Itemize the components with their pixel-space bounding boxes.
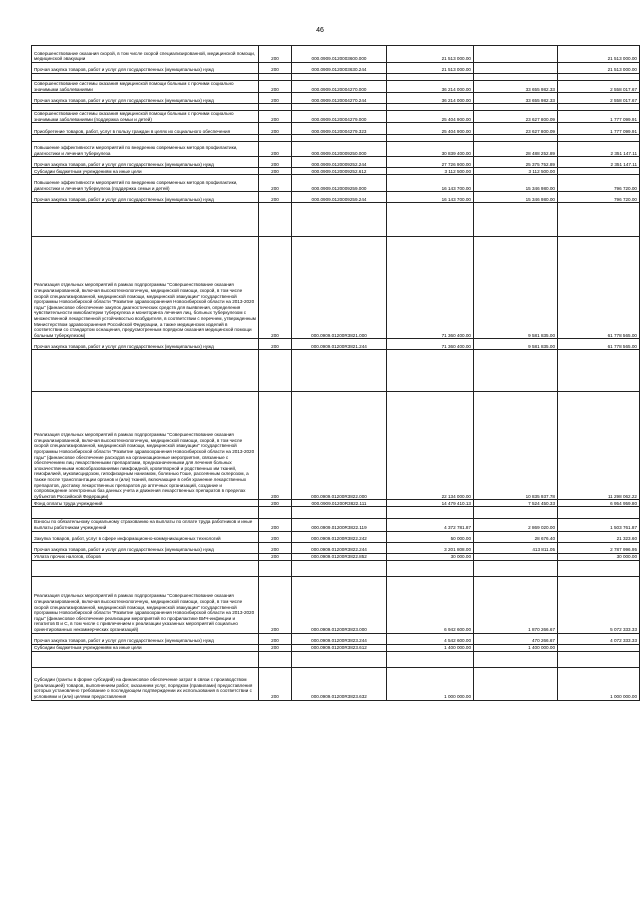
row-unexecuted: 2 787 996.95 <box>558 542 640 553</box>
row-unexecuted: 30 000.00 <box>558 553 640 560</box>
row-code: 200 <box>259 93 292 104</box>
table-row <box>32 339 640 350</box>
row-approved: 50 000.00 <box>387 531 474 542</box>
row-kbk <box>292 350 387 392</box>
row-name: Прочая закупка товаров, работ и услуг для государственных (муниципальных) нужд <box>32 63 259 74</box>
row-name: Прочая закупка товаров, работ и услуг для государственных (муниципальных) нужд <box>32 157 259 168</box>
row-kbk: 000.0909.01200R3822.852 <box>292 553 387 560</box>
table-row <box>32 576 640 633</box>
row-code <box>259 203 292 237</box>
table-row <box>32 553 640 560</box>
row-kbk: 000.0909.01200R3823.000 <box>292 576 387 633</box>
row-approved <box>387 74 474 81</box>
row-approved: 22 134 000.00 <box>387 392 474 500</box>
row-kbk: 000.0909.0120003600.000 <box>292 46 387 63</box>
row-name <box>32 350 259 392</box>
row-name: Прочая закупка товаров, работ и услуг для государственных (муниципальных) нужд <box>32 633 259 644</box>
row-code: 200 <box>259 81 292 93</box>
row-name: Уплата прочих налогов, сборов <box>32 553 259 560</box>
row-code: 200 <box>259 63 292 74</box>
row-code <box>259 104 292 111</box>
row-executed: 33 655 982.33 <box>474 93 558 104</box>
row-unexecuted <box>558 350 640 392</box>
row-executed <box>474 135 558 142</box>
row-name: Приобретение товаров, работ, услуг в пользу граждан в целях их социального обеспечения <box>32 123 259 135</box>
table-row <box>32 123 640 135</box>
row-approved: 16 143 700.00 <box>387 175 474 192</box>
row-executed: 25 375 752.89 <box>474 157 558 168</box>
row-kbk <box>292 560 387 576</box>
row-unexecuted: 1 000 000.00 <box>558 667 640 700</box>
row-code: 200 <box>259 644 292 651</box>
row-unexecuted <box>558 74 640 81</box>
row-unexecuted: 2 351 147.11 <box>558 157 640 168</box>
row-unexecuted <box>558 560 640 576</box>
row-kbk: 000.0909.0120009252.244 <box>292 157 387 168</box>
row-name: Повышение эффективности мероприятий по внедрению современных методов профилактики, диагностики и лечения туберкулеза <box>32 142 259 157</box>
row-code: 200 <box>259 633 292 644</box>
row-code: 200 <box>259 192 292 203</box>
row-code: 200 <box>259 111 292 123</box>
row-approved: 16 143 700.00 <box>387 192 474 203</box>
row-kbk <box>292 104 387 111</box>
table-row <box>32 507 640 519</box>
row-name: Совершенствование системы оказания медицинской помощи больным с прочими социально значимыми заболеваниями (поддержка семьи и детей) <box>32 111 259 123</box>
table-row <box>32 644 640 651</box>
row-kbk: 000.0909.0120003630.244 <box>292 63 387 74</box>
row-code <box>259 74 292 81</box>
row-unexecuted: 61 778 565.00 <box>558 339 640 350</box>
row-code: 200 <box>259 237 292 339</box>
row-kbk: 000.0909.01200R3823.632 <box>292 667 387 700</box>
row-name <box>32 651 259 667</box>
row-approved <box>387 203 474 237</box>
row-executed: 15 346 980.00 <box>474 192 558 203</box>
row-kbk: 000.0909.01200R3822.000 <box>292 392 387 500</box>
row-kbk: 000.0909.01200R3821.000 <box>292 237 387 339</box>
row-code: 200 <box>259 531 292 542</box>
row-approved: 25 404 900.00 <box>387 123 474 135</box>
row-unexecuted: 21 323.60 <box>558 531 640 542</box>
row-approved: 27 726 900.00 <box>387 157 474 168</box>
row-code: 200 <box>259 542 292 553</box>
row-unexecuted <box>558 644 640 651</box>
row-unexecuted: 1 503 761.87 <box>558 519 640 531</box>
row-code <box>259 135 292 142</box>
row-code: 200 <box>259 175 292 192</box>
row-executed <box>474 350 558 392</box>
table-row <box>32 500 640 507</box>
row-name: Субсидии бюджетным учреждениям на иные цели <box>32 644 259 651</box>
table-row <box>32 392 640 500</box>
row-kbk: 000.0909.0120004270.000 <box>292 81 387 93</box>
row-unexecuted <box>558 104 640 111</box>
row-executed: 33 655 982.33 <box>474 81 558 93</box>
row-unexecuted: 1 777 099.91 <box>558 123 640 135</box>
table-row <box>32 74 640 81</box>
row-approved: 71 360 400.00 <box>387 237 474 339</box>
table-row <box>32 168 640 175</box>
row-kbk <box>292 74 387 81</box>
table-row <box>32 651 640 667</box>
row-name <box>32 74 259 81</box>
row-code: 200 <box>259 500 292 507</box>
row-executed: 3 112 500.00 <box>474 168 558 175</box>
table-row <box>32 542 640 553</box>
row-code <box>259 560 292 576</box>
table-row <box>32 350 640 392</box>
row-name: Совершенствование оказания скорой, в том числе скорой специализированной, медицинской помощи, медицинской эвакуации <box>32 46 259 63</box>
row-kbk: 000.0909.01200R3822.119 <box>292 519 387 531</box>
row-approved: 36 214 000.00 <box>387 93 474 104</box>
row-code: 200 <box>259 168 292 175</box>
row-name: Субсидии (гранты в форме субсидий) на финансовое обеспечение затрат в связи с производством (реализацией) товаров, выполнением работ, оказанием услуг, порядком (правилами) предоставления которых установлено требование о последующем подтверждении их использования в соответствии с условиями и (или) целями предоставления <box>32 667 259 700</box>
row-name: Совершенствование системы оказания медицинской помощи больным с прочими социально значимыми заболеваниями <box>32 81 259 93</box>
row-unexecuted: 2 558 017.67 <box>558 93 640 104</box>
row-kbk <box>292 203 387 237</box>
row-code: 200 <box>259 392 292 500</box>
row-kbk: 000.0909.0120009250.000 <box>292 142 387 157</box>
row-executed <box>474 560 558 576</box>
row-approved: 14 479 410.13 <box>387 500 474 507</box>
table-row <box>32 560 640 576</box>
row-executed: 23 627 800.09 <box>474 111 558 123</box>
row-unexecuted <box>558 168 640 175</box>
row-unexecuted: 6 954 959.80 <box>558 500 640 507</box>
row-code: 200 <box>259 46 292 63</box>
row-executed <box>474 507 558 519</box>
row-code: 200 <box>259 123 292 135</box>
row-code: 200 <box>259 339 292 350</box>
row-kbk: 000.0909.0120004279.000 <box>292 111 387 123</box>
row-kbk: 000.0909.0120009252.612 <box>292 168 387 175</box>
row-unexecuted: 796 720.00 <box>558 192 640 203</box>
table-row <box>32 142 640 157</box>
row-approved: 71 360 400.00 <box>387 339 474 350</box>
row-approved: 25 404 900.00 <box>387 111 474 123</box>
row-kbk: 000.0909.01200R3822.242 <box>292 531 387 542</box>
row-approved <box>387 135 474 142</box>
row-name: Прочая закупка товаров, работ и услуг для государственных (муниципальных) нужд <box>32 542 259 553</box>
row-approved <box>387 104 474 111</box>
row-approved <box>387 560 474 576</box>
row-unexecuted: 21 513 000.00 <box>558 46 640 63</box>
row-executed: 9 581 835.00 <box>474 339 558 350</box>
table-row <box>32 175 640 192</box>
table-row <box>32 203 640 237</box>
budget-table <box>31 45 640 701</box>
row-unexecuted <box>558 651 640 667</box>
row-name <box>32 203 259 237</box>
row-executed: 10 835 937.78 <box>474 392 558 500</box>
row-kbk: 000.0909.01200R3822.111 <box>292 500 387 507</box>
row-executed: 28 676.40 <box>474 531 558 542</box>
row-executed: 23 627 800.09 <box>474 123 558 135</box>
table-row <box>32 667 640 700</box>
row-executed: 28 488 252.89 <box>474 142 558 157</box>
row-kbk <box>292 507 387 519</box>
row-executed <box>474 651 558 667</box>
row-kbk: 000.0909.0120004279.323 <box>292 123 387 135</box>
row-executed: 470 266.67 <box>474 633 558 644</box>
row-executed: 7 524 450.33 <box>474 500 558 507</box>
row-kbk: 000.0909.01200R3822.244 <box>292 542 387 553</box>
table-row <box>32 93 640 104</box>
row-executed <box>474 46 558 63</box>
row-executed <box>474 74 558 81</box>
row-unexecuted: 4 072 333.33 <box>558 633 640 644</box>
row-unexecuted <box>558 135 640 142</box>
row-unexecuted: 11 298 062.22 <box>558 392 640 500</box>
row-approved <box>387 350 474 392</box>
row-name: Прочая закупка товаров, работ и услуг для государственных (муниципальных) нужд <box>32 339 259 350</box>
row-kbk: 000.0909.0120009259.000 <box>292 175 387 192</box>
row-code: 200 <box>259 667 292 700</box>
row-approved: 3 201 808.00 <box>387 542 474 553</box>
row-name: Реализация отдельных мероприятий в рамках подпрограммы "Совершенствование оказания специализированной, включая высокотехнологичную, медицинской помощи, скорой, в том числе скорой специализированной, медицинской помощи, медицинской эвакуации" государственной программы Новосибирской области "Развитие здравоохранения Новосибирской области на 2013-2020 годы" (финансовое обеспечение закупок диагностических средств для выявления, определения чувствительности микобактерии туберкулеза и мониторинга лечения лиц, больных туберкулезом с множественной лекарственной устойчивостью возбудителя, в соответствии с перечнем, утвержденным Министерством здравоохранения Российской Федерации, а также медицинских изделий в соответствии со стандартом оснащения, предусмотренным порядком оказания медицинской помощи больным туберкулезом) <box>32 237 259 339</box>
row-name <box>32 507 259 519</box>
row-executed: 413 811.05 <box>474 542 558 553</box>
row-name: Прочая закупка товаров, работ и услуг для государственных (муниципальных) нужд <box>32 93 259 104</box>
row-kbk: 000.0909.01200R3821.244 <box>292 339 387 350</box>
table-row <box>32 46 640 63</box>
row-kbk: 000.0909.0120009259.244 <box>292 192 387 203</box>
row-unexecuted: 796 720.00 <box>558 175 640 192</box>
row-approved: 1 000 000.00 <box>387 667 474 700</box>
table-row <box>32 633 640 644</box>
row-name: Фонд оплаты труда учреждений <box>32 500 259 507</box>
row-code <box>259 651 292 667</box>
row-kbk: 000.0909.01200R3823.244 <box>292 633 387 644</box>
row-name: Закупка товаров, работ, услуг в сфере информационно-коммуникационных технологий <box>32 531 259 542</box>
table-row <box>32 157 640 168</box>
row-unexecuted: 21 513 000.00 <box>558 63 640 74</box>
row-executed <box>474 553 558 560</box>
row-approved: 4 372 781.87 <box>387 519 474 531</box>
row-code: 200 <box>259 142 292 157</box>
row-executed: 9 581 835.00 <box>474 237 558 339</box>
row-approved: 3 112 500.00 <box>387 168 474 175</box>
row-approved: 1 400 000.00 <box>387 644 474 651</box>
row-unexecuted <box>558 203 640 237</box>
row-kbk: 000.0909.01200R3823.612 <box>292 644 387 651</box>
table-row <box>32 192 640 203</box>
table-row <box>32 111 640 123</box>
row-executed <box>474 667 558 700</box>
table-row <box>32 104 640 111</box>
row-approved <box>387 651 474 667</box>
row-code: 200 <box>259 553 292 560</box>
row-approved: 4 542 600.00 <box>387 633 474 644</box>
row-name: Взносы по обязательному социальному страхованию на выплаты по оплате труда работников и иные выплаты работникам учреждений <box>32 519 259 531</box>
page-number: 46 <box>316 27 324 34</box>
row-approved: 30 839 400.00 <box>387 142 474 157</box>
row-name <box>32 560 259 576</box>
row-approved: 21 513 000.00 <box>387 46 474 63</box>
row-unexecuted: 5 072 333.33 <box>558 576 640 633</box>
row-unexecuted: 1 777 099.91 <box>558 111 640 123</box>
row-code <box>259 350 292 392</box>
row-approved: 36 214 000.00 <box>387 81 474 93</box>
row-name: Повышение эффективности мероприятий по внедрению современных методов профилактики, диагностики и лечения туберкулеза (поддержка семьи и детей) <box>32 175 259 192</box>
row-executed <box>474 63 558 74</box>
table-row <box>32 519 640 531</box>
row-approved: 6 942 600.00 <box>387 576 474 633</box>
row-name: Реализация отдельных мероприятий в рамках подпрограммы "Совершенствование оказания специализированной, включая высокотехнологичную, медицинской помощи, скорой, в том числе скорой специализированной, медицинской помощи, медицинской эвакуации" государственной программы Новосибирской области "Развитие здравоохранения Новосибирской области на 2013-2020 годы" (финансовое обеспечение расходов на организационные мероприятия, связанные с обеспечением лиц лекарственными препаратами, предназначенными для лечения больных злокачественными новообразованиями лимфоидной, кроветворной и родственных им тканей, гемофилией, муковисцидозом, гипофизарным нанизмом, болезнью Гоше, рассеянным склерозом, а также после трансплантации органов и (или) тканей, включающие в себя хранение лекарственных препаратов, доставку лекарственных препаратов до аптечных организаций, создание и сопровождение электронных баз данных учета и движения лекарственных препаратов в пределах субъектов Российской Федерации) <box>32 392 259 500</box>
row-code: 200 <box>259 157 292 168</box>
row-code <box>259 507 292 519</box>
row-unexecuted: 2 558 017.67 <box>558 81 640 93</box>
row-executed <box>474 104 558 111</box>
row-name <box>32 104 259 111</box>
row-unexecuted: 2 351 147.11 <box>558 142 640 157</box>
row-kbk: 000.0909.0120004270.244 <box>292 93 387 104</box>
row-name <box>32 135 259 142</box>
row-name: Реализация отдельных мероприятий в рамках подпрограммы "Совершенствование оказания специализированной, включая высокотехнологичную, медицинской помощи, скорой, в том числе скорой специализированной, медицинской помощи, медицинской эвакуации" государственной программы Новосибирской области "Развитие здравоохранения Новосибирской области на 2013-2020 годы" (финансовое обеспечение реализации мероприятий по профилактике ВИЧ-инфекции и гепатитов В и С, в том числе с привлечением к реализации указанных мероприятий социально ориентированных некоммерческих организаций) <box>32 576 259 633</box>
row-executed: 1 400 000.00 <box>474 644 558 651</box>
table-row <box>32 531 640 542</box>
table-row <box>32 237 640 339</box>
row-executed: 1 870 266.67 <box>474 576 558 633</box>
row-executed: 2 869 020.00 <box>474 519 558 531</box>
table-row <box>32 63 640 74</box>
row-approved <box>387 507 474 519</box>
row-approved: 30 000.00 <box>387 553 474 560</box>
row-name: Субсидии бюджетным учреждениям на иные цели <box>32 168 259 175</box>
row-unexecuted <box>558 507 640 519</box>
row-kbk <box>292 135 387 142</box>
table-row <box>32 135 640 142</box>
row-kbk <box>292 651 387 667</box>
row-code: 200 <box>259 519 292 531</box>
row-executed: 15 346 980.00 <box>474 175 558 192</box>
row-unexecuted: 61 778 565.00 <box>558 237 640 339</box>
row-code: 200 <box>259 576 292 633</box>
row-executed <box>474 203 558 237</box>
row-approved: 21 513 000.00 <box>387 63 474 74</box>
row-name: Прочая закупка товаров, работ и услуг для государственных (муниципальных) нужд <box>32 192 259 203</box>
budget-table-body <box>32 46 640 701</box>
table-row <box>32 81 640 93</box>
